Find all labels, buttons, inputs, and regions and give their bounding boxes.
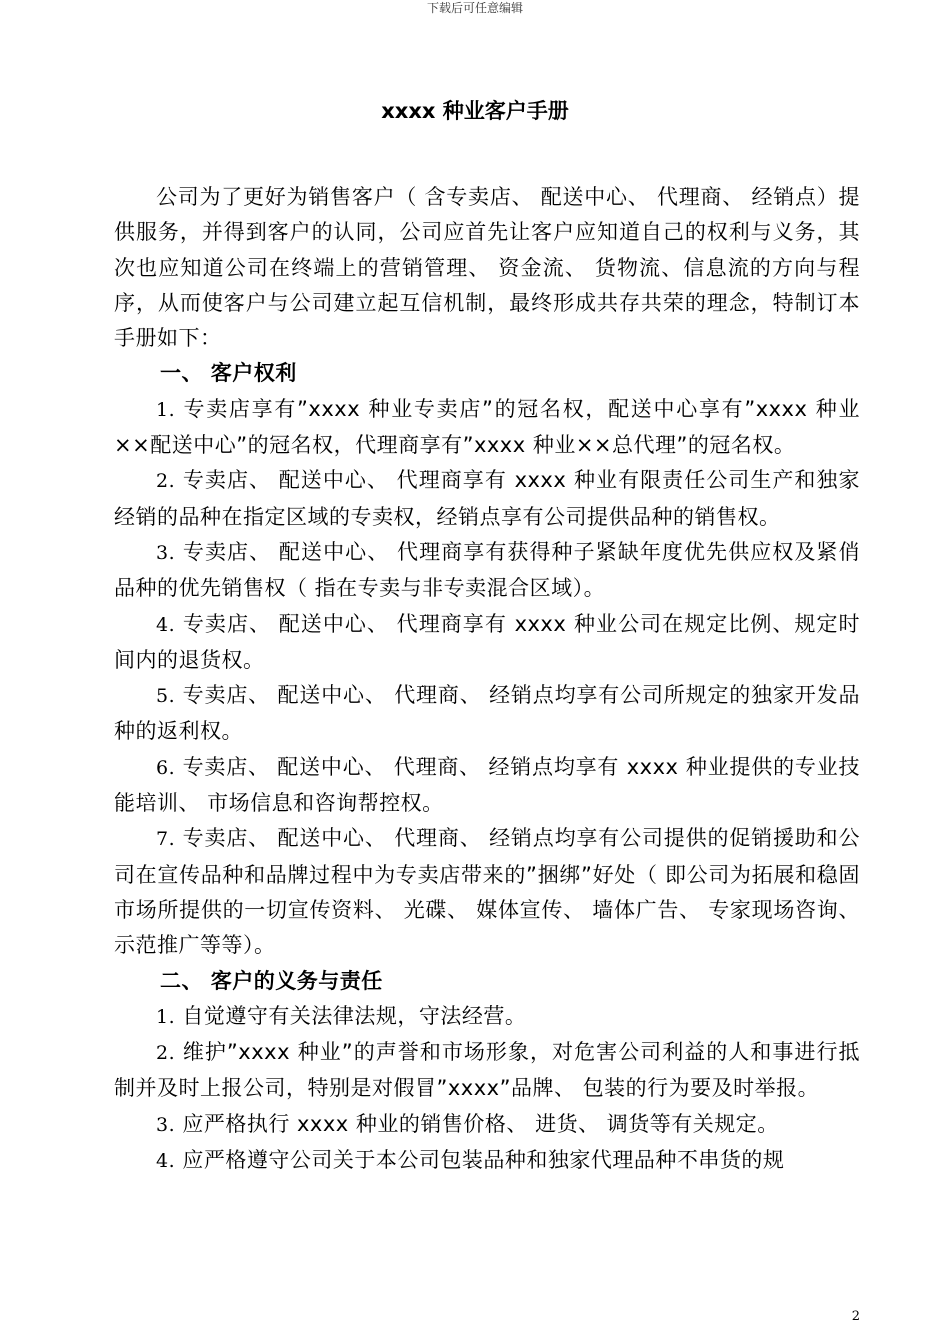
item-text: 专卖店、 配送中心、 代理商享有 xxxx 种业有限责任公司生产和独家经销的品种在指定区域的专卖权，经销点享有公司提供品种的销售权。 — [114, 468, 860, 529]
rights-item-6 — [114, 750, 860, 822]
section-heading-obligations: 二、 客户的义务与责任 — [160, 968, 383, 993]
section-heading-rights: 一、 客户权利 — [160, 361, 297, 386]
item-number: 2. — [156, 1042, 176, 1065]
header-note: 下载后可任意编辑 — [426, 1, 523, 15]
item-number: 5. — [156, 685, 176, 708]
item-text: 应严格遵守公司关于本公司包装品种和独家代理品种不串货的规 — [182, 1148, 785, 1173]
item-number: 3. — [156, 1113, 176, 1136]
item-number: 6. — [156, 756, 176, 779]
item-number: 4. — [156, 613, 176, 636]
item-text: 专卖店享有”xxxx 种业专卖店”的冠名权，配送中心享有”xxxx 种业××配送中心”的冠名权，代理商享有”xxxx 种业××总代理”的冠名权。 — [114, 396, 860, 458]
rights-item-4 — [114, 607, 860, 679]
item-text: 自觉遵守有关法律法规，守法经营。 — [182, 1003, 527, 1028]
rights-item-2 — [114, 463, 860, 535]
rights-item-7 — [114, 821, 860, 963]
obligations-item-2 — [114, 1035, 860, 1107]
item-text: 应严格执行 xxxx 种业的销售价格、 进货、 调货等有关规定。 — [182, 1111, 779, 1136]
item-text: 专卖店、 配送中心、 代理商、 经销点均享有公司所规定的独家开发品种的返利权。 — [114, 683, 860, 744]
rights-item-1 — [114, 392, 860, 464]
rights-item-5 — [114, 678, 860, 750]
item-number: 7. — [156, 828, 176, 851]
item-text: 专卖店、 配送中心、 代理商、 经销点均享有公司提供的促销援助和公司在宣传品种和品牌过程中为专卖店带来的”捆绑”好处（ 即公司为拓展和稳固市场所提供的一切宣传资料、 光碟、 媒体宣传、 墙体广告、 专家现场咨询、 示范推广等等）。 — [114, 826, 860, 958]
obligations-item-3 — [114, 1107, 860, 1143]
item-text: 专卖店、 配送中心、 代理商、 经销点均享有 xxxx 种业提供的专业技能培训、 市场信息和咨询帮控权。 — [114, 754, 860, 816]
item-text: 专卖店、 配送中心、 代理商享有 xxxx 种业公司在规定比例、规定时间内的退货权。 — [114, 611, 860, 672]
item-number: 1. — [156, 398, 176, 421]
document-body — [114, 180, 860, 1179]
document-title: xxxx 种业客户手册 — [381, 99, 569, 123]
item-text: 维护”xxxx 种业”的声誉和市场形象，对危害公司利益的人和事进行抵制并及时上报公司，特别是对假冒”xxxx”品牌、 包装的行为要及时举报。 — [114, 1040, 860, 1101]
item-number: 4. — [156, 1150, 176, 1173]
obligations-item-1 — [114, 999, 860, 1035]
obligations-item-4 — [114, 1143, 860, 1179]
item-number: 3. — [156, 541, 176, 564]
page-number: 2 — [851, 1309, 860, 1324]
intro-paragraph: 公司为了更好为销售客户（ 含专卖店、 配送中心、 代理商、 经销点）提供服务，并得到客户的认同，公司应首先让客户应知道自己的权利与义务，其次也应知道公司在终端上的营销管理、 资金流、 货物流、信息流的方向与程序，从而使客户与公司建立起互信机制，最终形成共存共荣的理念，特制订本手册如下： — [114, 185, 860, 351]
rights-item-3 — [114, 535, 860, 607]
item-number: 1. — [156, 1005, 176, 1028]
item-number: 2. — [156, 470, 176, 493]
item-text: 专卖店、 配送中心、 代理商享有获得种子紧缺年度优先供应权及紧俏品种的优先销售权（ 指在专卖与非专卖混合区域）。 — [114, 539, 860, 601]
